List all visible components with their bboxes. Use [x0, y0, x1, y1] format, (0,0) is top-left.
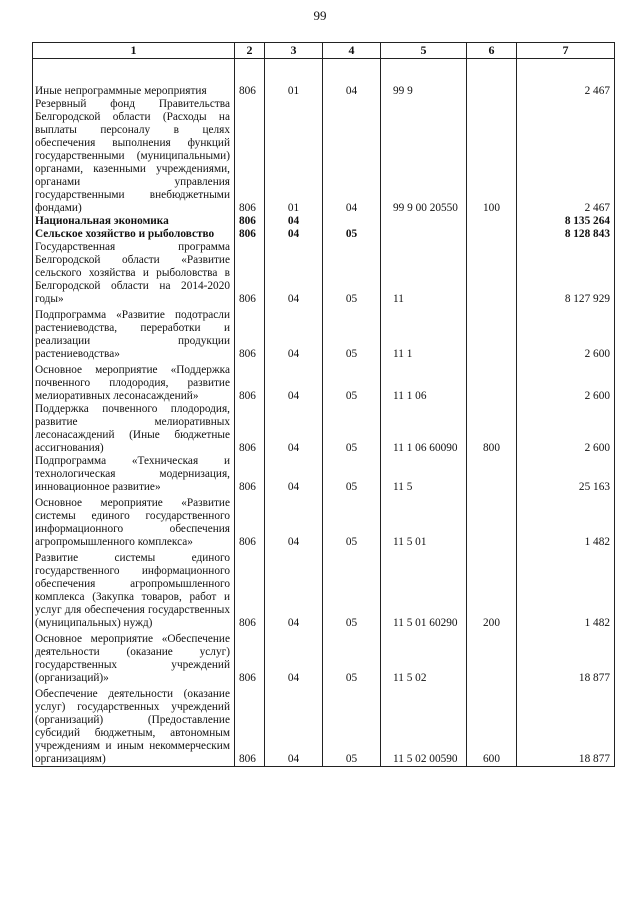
cell-ministry-code: 806 [235, 215, 265, 228]
cell-subsection: 04 [323, 98, 381, 215]
cell-expense-type: 100 [467, 98, 517, 215]
cell-target-article: 11 5 01 60290 [381, 549, 467, 630]
cell-section: 04 [265, 241, 323, 306]
cell-subsection: 05 [323, 685, 381, 767]
header-row [33, 43, 615, 59]
table-row [33, 403, 615, 455]
cell-name: Национальная экономика [33, 215, 235, 228]
table-row [33, 306, 615, 361]
table-row [33, 494, 615, 549]
cell-subsection: 05 [323, 549, 381, 630]
cell-ministry-code: 806 [235, 306, 265, 361]
cell-amount: 18 877 [517, 630, 615, 685]
cell-subsection: 05 [323, 630, 381, 685]
cell-expense-type [467, 228, 517, 241]
table-row [33, 549, 615, 630]
header-col-5: 5 [381, 43, 467, 59]
cell-expense-type: 800 [467, 403, 517, 455]
cell-target-article: 11 1 06 60090 [381, 403, 467, 455]
table-row [33, 685, 615, 767]
cell-name: Подпрограмма «Развитие подотрасли растениеводства, переработки и реализации продукции растениеводства» [33, 306, 235, 361]
cell-name: Основное мероприятие «Развитие системы единого государственного информационного обеспечения агропромышленного комплекса» [33, 494, 235, 549]
cell-amount: 2 600 [517, 361, 615, 403]
header-col-4: 4 [323, 43, 381, 59]
cell-section: 04 [265, 455, 323, 494]
header-col-7: 7 [517, 43, 615, 59]
cell-section: 01 [265, 59, 323, 99]
cell-ministry-code: 806 [235, 241, 265, 306]
cell-section: 04 [265, 685, 323, 767]
cell-target-article: 99 9 00 20550 [381, 98, 467, 215]
cell-ministry-code: 806 [235, 228, 265, 241]
cell-name: Иные непрограммные мероприятия [33, 59, 235, 99]
cell-subsection: 05 [323, 241, 381, 306]
cell-target-article: 11 5 01 [381, 494, 467, 549]
cell-name: Поддержка почвенного плодородия, развитие мелиоративных лесонасаждений (Иные бюджетные ассигнования) [33, 403, 235, 455]
cell-target-article: 11 5 02 00590 [381, 685, 467, 767]
cell-expense-type [467, 630, 517, 685]
cell-section: 04 [265, 549, 323, 630]
cell-amount: 2 467 [517, 59, 615, 99]
cell-amount: 18 877 [517, 685, 615, 767]
cell-section: 04 [265, 630, 323, 685]
header-col-3: 3 [265, 43, 323, 59]
cell-ministry-code: 806 [235, 59, 265, 99]
cell-subsection: 05 [323, 361, 381, 403]
table-row [33, 455, 615, 494]
cell-subsection: 05 [323, 306, 381, 361]
cell-ministry-code: 806 [235, 403, 265, 455]
header-col-6: 6 [467, 43, 517, 59]
cell-subsection: 05 [323, 228, 381, 241]
cell-amount: 2 467 [517, 98, 615, 215]
cell-expense-type [467, 241, 517, 306]
cell-amount: 8 128 843 [517, 228, 615, 241]
table-row [33, 241, 615, 306]
cell-ministry-code: 806 [235, 455, 265, 494]
cell-subsection: 04 [323, 59, 381, 99]
cell-amount: 8 135 264 [517, 215, 615, 228]
budget-table [32, 42, 615, 767]
cell-expense-type [467, 455, 517, 494]
cell-name: Резервный фонд Правительства Белгородской области (Расходы на выплаты персоналу в целях обеспечения выполнения функций государственными (муниципальными) органами, казенными учреждениями, органами управления государственными внебюджетными фондами) [33, 98, 235, 215]
cell-expense-type [467, 215, 517, 228]
cell-ministry-code: 806 [235, 494, 265, 549]
cell-amount: 25 163 [517, 455, 615, 494]
cell-ministry-code: 806 [235, 630, 265, 685]
cell-subsection: 05 [323, 403, 381, 455]
cell-amount: 2 600 [517, 306, 615, 361]
cell-subsection: 05 [323, 494, 381, 549]
cell-section: 04 [265, 361, 323, 403]
cell-section: 04 [265, 306, 323, 361]
cell-target-article [381, 228, 467, 241]
cell-section: 04 [265, 228, 323, 241]
cell-expense-type [467, 59, 517, 99]
cell-ministry-code: 806 [235, 549, 265, 630]
cell-section: 01 [265, 98, 323, 215]
cell-target-article: 99 9 [381, 59, 467, 99]
table-body [33, 59, 615, 767]
cell-amount: 2 600 [517, 403, 615, 455]
cell-name: Развитие системы единого государственного информационного обеспечения агропромышленного комплекса (Закупка товаров, работ и услуг для обеспечения государственных (муниципальных) нужд) [33, 549, 235, 630]
cell-name: Основное мероприятие «Обеспечение деятельности (оказание услуг) государственных учреждений (организаций)» [33, 630, 235, 685]
cell-expense-type [467, 361, 517, 403]
header-col-1: 1 [33, 43, 235, 59]
cell-subsection: 05 [323, 455, 381, 494]
cell-ministry-code: 806 [235, 361, 265, 403]
cell-name: Сельское хозяйство и рыболовство [33, 228, 235, 241]
cell-expense-type [467, 306, 517, 361]
cell-name: Обеспечение деятельности (оказание услуг) государственных учреждений (организаций) (Предоставление субсидий бюджетным, автономным учреждениям и иным некоммерческим организациям) [33, 685, 235, 767]
cell-section: 04 [265, 215, 323, 228]
cell-ministry-code: 806 [235, 98, 265, 215]
cell-amount: 1 482 [517, 494, 615, 549]
table-row [33, 59, 615, 99]
table-row [33, 98, 615, 215]
cell-ministry-code: 806 [235, 685, 265, 767]
cell-expense-type: 600 [467, 685, 517, 767]
cell-amount: 1 482 [517, 549, 615, 630]
cell-name: Основное мероприятие «Поддержка почвенного плодородия, развитие мелиоративных лесонасаждений» [33, 361, 235, 403]
cell-target-article: 11 1 [381, 306, 467, 361]
cell-target-article: 11 5 [381, 455, 467, 494]
cell-target-article: 11 [381, 241, 467, 306]
cell-section: 04 [265, 494, 323, 549]
table-row [33, 361, 615, 403]
cell-expense-type: 200 [467, 549, 517, 630]
cell-expense-type [467, 494, 517, 549]
table-row [33, 228, 615, 241]
cell-amount: 8 127 929 [517, 241, 615, 306]
cell-target-article [381, 215, 467, 228]
cell-name: Подпрограмма «Техническая и технологическая модернизация, инновационное развитие» [33, 455, 235, 494]
table-row [33, 630, 615, 685]
cell-subsection [323, 215, 381, 228]
page-number: 99 [313, 8, 327, 23]
cell-target-article: 11 1 06 [381, 361, 467, 403]
table-header [33, 43, 615, 59]
cell-name: Государственная программа Белгородской области «Развитие сельского хозяйства и рыболовства в Белгородской области на 2014-2020 годы» [33, 241, 235, 306]
cell-section: 04 [265, 403, 323, 455]
cell-target-article: 11 5 02 [381, 630, 467, 685]
table-row [33, 215, 615, 228]
header-col-2: 2 [235, 43, 265, 59]
